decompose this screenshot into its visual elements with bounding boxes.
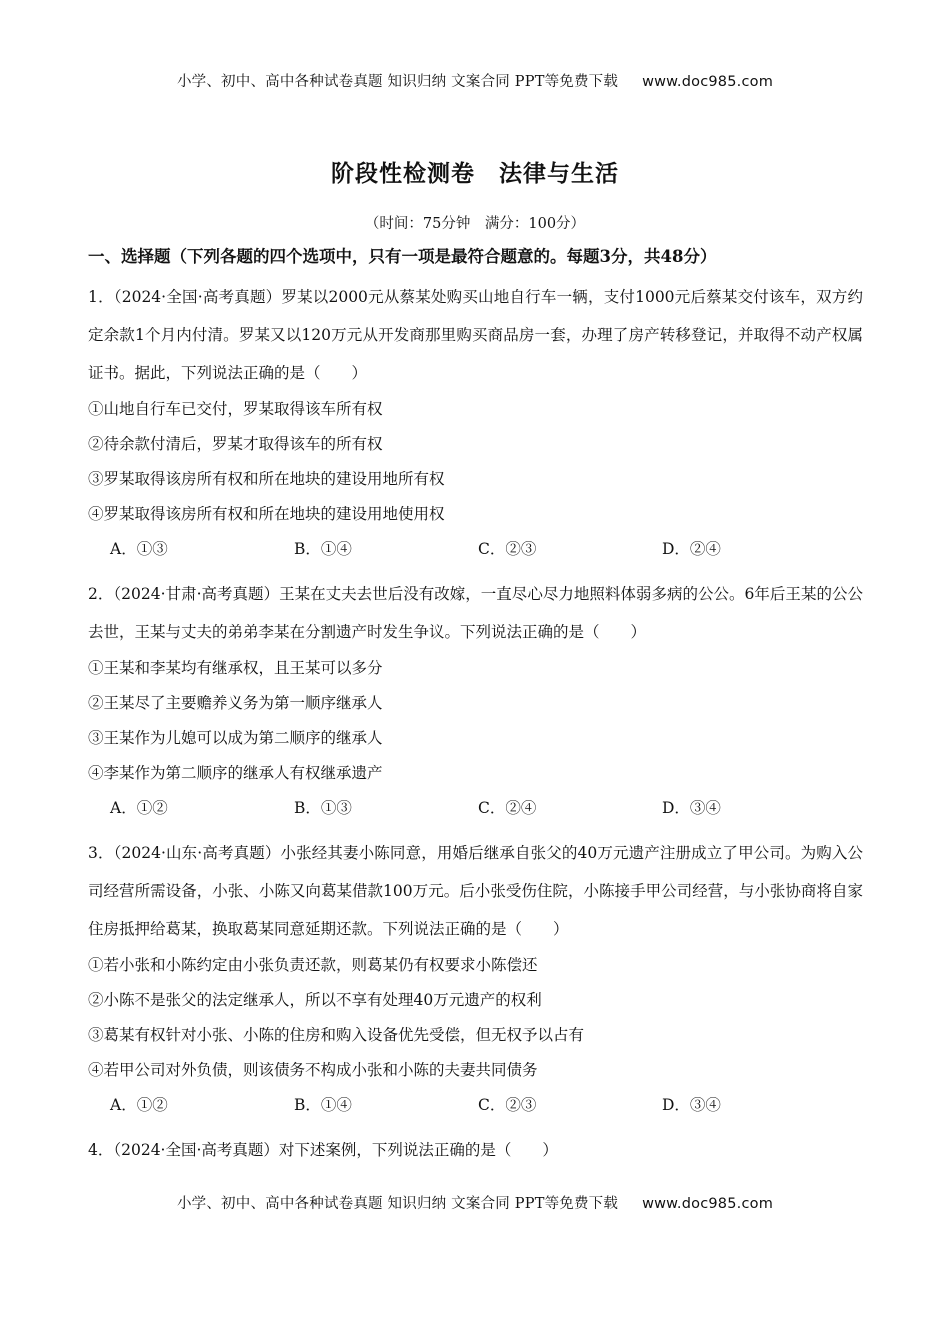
question-2 <box>88 575 863 826</box>
option-d[interactable]: D．③④ <box>662 1096 721 1114</box>
option-a[interactable]: A．①② <box>110 1096 168 1114</box>
option-c[interactable]: C．②④ <box>478 799 537 817</box>
statement: ①王某和李某均有继承权，且王某可以多分 <box>88 659 383 677</box>
statement: ①若小张和小陈约定由小张负责还款，则葛某仍有权要求小陈偿还 <box>88 956 538 974</box>
question-text: 3．（2024·山东·高考真题）小张经其妻小陈同意，用婚后继承自张父的40万元遗产注册成立了甲公司。为购入公司经营所需设备，小张、小陈又向葛某借款100万元。后小张受伤住院，小陈接手甲公司经营，与小张协商将自家住房抵押给葛某，换取葛某同意延期还款。下列说法正确的是（ ） <box>88 844 863 938</box>
answer-options <box>88 532 863 567</box>
question-4 <box>88 1131 863 1169</box>
statement: ①山地自行车已交付，罗某取得该车所有权 <box>88 400 383 418</box>
page-title: 阶段性检测卷 法律与生活 <box>331 160 619 187</box>
option-d[interactable]: D．②④ <box>662 540 721 558</box>
option-d[interactable]: D．③④ <box>662 799 721 817</box>
option-b[interactable]: B．①③ <box>294 799 352 817</box>
option-a[interactable]: A．①③ <box>110 540 168 558</box>
question-text: 4．（2024·全国·高考真题）对下述案例，下列说法正确的是（ ） <box>88 1141 558 1159</box>
question-1 <box>88 278 863 567</box>
statement: ④李某作为第二顺序的继承人有权继承遗产 <box>88 764 383 782</box>
section-heading: 一、选择题（下列各题的四个选项中，只有一项是最符合题意的。每题3分，共48分） <box>88 247 717 266</box>
header-banner-text: 小学、初中、高中各种试卷真题 知识归纳 文案合同 PPT等免费下载 <box>176 74 619 90</box>
exam-info: （时间：75分钟 满分：100分） <box>364 216 586 232</box>
statement: ④罗某取得该房所有权和所在地块的建设用地使用权 <box>88 505 445 523</box>
footer-url-link[interactable]: www.doc985.com <box>642 1196 774 1212</box>
question-3 <box>88 834 863 1123</box>
answer-options <box>88 791 863 826</box>
option-a[interactable]: A．①② <box>110 799 168 817</box>
option-b[interactable]: B．①④ <box>294 1096 352 1114</box>
answer-options <box>88 1088 863 1123</box>
question-text: 2．（2024·甘肃·高考真题）王某在丈夫去世后没有改嫁，一直尽心尽力地照料体弱多病的公公。6年后王某的公公去世，王某与丈夫的弟弟李某在分割遗产时发生争议。下列说法正确的是（ ） <box>88 585 863 641</box>
statement: ②待余款付清后，罗某才取得该车的所有权 <box>88 435 383 453</box>
statement: ④若甲公司对外负债，则该债务不构成小张和小陈的夫妻共同债务 <box>88 1061 538 1079</box>
footer-banner-text: 小学、初中、高中各种试卷真题 知识归纳 文案合同 PPT等免费下载 <box>176 1196 619 1212</box>
question-text: 1．（2024·全国·高考真题）罗某以2000元从蔡某处购买山地自行车一辆，支付1000元后蔡某交付该车，双方约定余款1个月内付清。罗某又以120万元从开发商那里购买商品房一套，办理了房产转移登记，并取得不动产权属证书。据此，下列说法正确的是（ ） <box>88 288 863 382</box>
statement: ②王某尽了主要赡养义务为第一顺序继承人 <box>88 694 383 712</box>
option-c[interactable]: C．②③ <box>478 540 537 558</box>
header-banner <box>0 70 950 91</box>
option-c[interactable]: C．②③ <box>478 1096 537 1114</box>
statement: ③罗某取得该房所有权和所在地块的建设用地所有权 <box>88 470 445 488</box>
statement: ③葛某有权针对小张、小陈的住房和购入设备优先受偿，但无权予以占有 <box>88 1026 585 1044</box>
exam-content <box>88 244 863 1169</box>
option-b[interactable]: B．①④ <box>294 540 352 558</box>
statement: ②小陈不是张父的法定继承人，所以不享有处理40万元遗产的权利 <box>88 991 542 1009</box>
statement: ③王某作为儿媳可以成为第二顺序的继承人 <box>88 729 383 747</box>
header-url-link[interactable]: www.doc985.com <box>642 74 774 90</box>
footer-banner <box>0 1192 950 1213</box>
